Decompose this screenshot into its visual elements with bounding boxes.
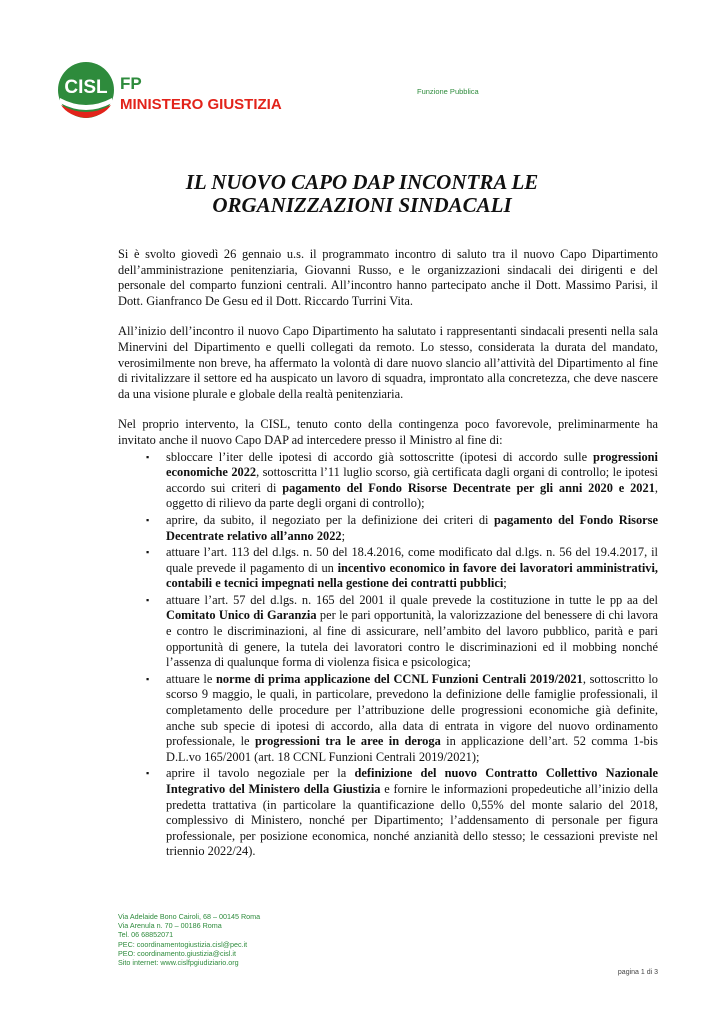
footer-address-1: Via Adelaide Bono Cairoli, 68 – 00145 Roma <box>118 912 261 921</box>
bullet-icon: ▪ <box>146 673 150 684</box>
footer-website[interactable]: Sito internet: www.cislfpgiudiziario.org <box>118 958 239 968</box>
logo-subtitle: MINISTERO GIUSTIZIA <box>120 96 282 113</box>
bullet-icon: ▪ <box>146 514 150 525</box>
list-item: ▪ attuare le norme di prima applicazione del CCNL Funzioni Centrali 2019/2021, sottoscritto lo scorso 9 maggio, le quali, in particolare, prevedono la definizione delle famiglie professionali, il completamento delle procedure per l’attribuzione delle progressioni economiche già definite, anche sub specie di ipotesi di accordo, alla data di entrata in vigore del nuovo ordinamento professionale, le progressioni tra le aree in deroga in applicazione dell’art. 52 comma 1-bis D.L.vo 165/2001 (art. 18 CCNL Funzioni Centrali 2019/2021); <box>146 671 659 764</box>
footer-pec[interactable]: PEC: coordinamentogiustizia.cisl@pec.it <box>118 939 248 949</box>
list-item: ▪ attuare l’art. 57 del d.lgs. n. 165 del 2001 il quale prevede la costituzione in tutte le pp aa del Comitato Unico di Garanzia per le pari opportunità, la valorizzazione del benessere di chi lavora e contro le discriminazioni, al fine di assicurare, nell’ambito del lavoro pubblico, parità e pari opportunità di genere, la tutela dei lavoratori contro le discriminazioni ed il mobbing nonché l’assenza di qualunque forma di violenza fisica e psicologica; <box>146 592 658 670</box>
list-item: ▪ aprire il tavolo negoziale per la definizione del nuovo Contratto Collettivo Nazionale Integrativo del Ministero della Giustizia e fornire le informazioni propedeutiche all’inizio della predetta trattativa (in particolare la quantificazione dello 0,55% del monte salario del 2018, complessivo di Ministero, nonché per Dipartimento; l’addensamento di personale per figura professionale, per posizione economica, nonché anzianità dello stesso; le cessazioni previste nel triennio 2022/24). <box>146 766 658 859</box>
bullet-icon: ▪ <box>146 547 150 558</box>
bullet-icon: ▪ <box>146 451 150 462</box>
bullet-icon: ▪ <box>146 768 150 779</box>
logo-cisl-text: CISL <box>64 77 108 98</box>
logo-fp-text: FP <box>120 74 142 93</box>
bullet-icon: ▪ <box>146 594 150 605</box>
footer-peo[interactable]: PEO: coordinamento.giustizia@cisl.it <box>118 948 236 958</box>
paragraph-2: All’inizio dell’incontro il nuovo Capo Dipartimento ha salutato i rappresentanti sindacali presenti nella sala Minervini del Dipartimento e quelli collegati da remoto. Lo stesso, considerata la durata del mandato, verosimilmente non breve, ha affermato la volontà di dare nuovo slancio all’attività del Dipartimento al fine di rivitalizzare il settore ed ha auspicato un lavoro di squadra, improntato alla concretezza, che deve nascere da una visione plurale e globale della realtà penitenziaria. <box>118 324 658 401</box>
list-item: ▪ aprire, da subito, il negoziato per la definizione dei criteri di pagamento del Fondo Risorse Decentrate relativo all’anno 2022; <box>146 512 658 543</box>
paragraph-3: Nel proprio intervento, la CISL, tenuto conto della contingenza poco favorevole, preliminarmente ha invitato anche il nuovo Capo DAP ad intercedere presso il Ministro al fine di: <box>118 417 658 447</box>
paragraph-1: Si è svolto giovedì 26 gennaio u.s. il programmato incontro di saluto tra il nuovo Capo Dipartimento dell’amministrazione penitenziaria, Giovanni Russo, e le organizzazioni sindacali dei dirigenti e del personale del comparto funzioni centrali. All’incontro hanno partecipato anche il Dott. Massimo Parisi, il Dott. Gianfranco De Gesu ed il Dott. Riccardo Turrini Vita. <box>118 247 658 308</box>
document-body <box>118 247 658 861</box>
cisl-fp-logo <box>58 62 298 122</box>
list-item: ▪ attuare l’art. 113 del d.lgs. n. 50 del 18.4.2016, come modificato dal d.lgs. n. 56 del 19.4.2017, il quale prevede il pagamento di un incentivo economico in favore dei lavoratori amministrativi, contabili e tecnici impegnati nella gestione dei contratti pubblici; <box>146 545 658 591</box>
request-list <box>118 450 658 860</box>
footer-address-2: Via Arenula n. 70 – 00186 Roma <box>118 921 222 931</box>
footer-phone: Tel. 06 68852071 <box>118 930 174 940</box>
list-item: ▪ sbloccare l’iter delle ipotesi di accordo già sottoscritte (ipotesi di accordo sulle progressioni economiche 2022, sottoscritta l’11 luglio scorso, già certificata dagli organi di controllo; le ipotesi accordo sui criteri di pagamento del Fondo Risorse Decentrate per gli anni 2020 e 2021, oggetto di rilievo da parte degli organi di controllo); <box>146 449 659 511</box>
title-line-1: IL NUOVO CAPO DAP INCONTRA LE <box>185 170 539 194</box>
title-line-2: ORGANIZZAZIONI SINDACALI <box>212 193 512 217</box>
department-label: Funzione Pubblica <box>417 87 479 96</box>
page-number: pagina 1 di 3 <box>617 969 658 976</box>
footer-contacts <box>118 912 260 967</box>
document-title <box>60 171 664 217</box>
